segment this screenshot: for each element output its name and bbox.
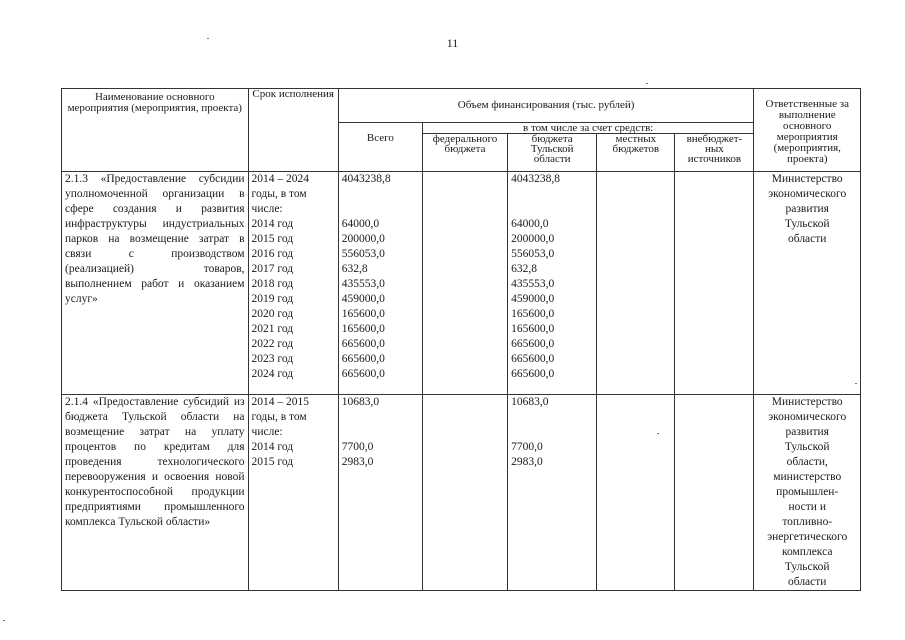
cell-line: Тульской xyxy=(784,441,830,453)
row-name: 2.1.3 «Предоставление субсидии уполномоченной организации в сфере создания и развития инфраструктуры индустриальных парков на возмещение затрат в связи с производством (реализацией) товаров, выполнением работ и оказанием услуг» xyxy=(62,172,249,395)
cell-line: 2022 год xyxy=(251,338,294,350)
cell-line: 459000,0 xyxy=(511,293,555,305)
cell-line: экономического xyxy=(768,188,847,200)
row-regional xyxy=(508,172,597,395)
header-extra: внебюджет-ных источников xyxy=(675,134,754,172)
page-number: 11 xyxy=(446,36,459,50)
cell-line: 632,8 xyxy=(341,263,368,275)
cell-line: 435553,0 xyxy=(341,278,385,290)
cell-line: 200000,0 xyxy=(511,233,555,245)
cell-line: экономического xyxy=(768,411,847,423)
cell-line: 165600,0 xyxy=(341,308,385,320)
cell-line: 165600,0 xyxy=(511,308,555,320)
cell-line: 4043238,8 xyxy=(511,173,560,185)
cell-line: 7700,0 xyxy=(341,441,374,453)
cell-line: 556053,0 xyxy=(511,248,555,260)
cell-line: 665600,0 xyxy=(341,368,385,380)
table-row xyxy=(62,172,861,395)
table-row xyxy=(62,395,861,591)
financing-table xyxy=(61,88,861,591)
cell-line: энергетического xyxy=(767,531,848,543)
cell-line: 2014 год xyxy=(251,218,294,230)
cell-line: 10683,0 xyxy=(341,396,380,408)
header-total: Всего xyxy=(338,123,422,172)
scan-speck xyxy=(646,83,648,84)
cell-line: 2017 год xyxy=(251,263,294,275)
cell-line: числе: xyxy=(251,203,283,215)
cell-line: 2015 год xyxy=(251,456,294,468)
cell-line: области xyxy=(788,576,827,588)
cell-line: годы, в том xyxy=(251,411,307,423)
cell-line: области, xyxy=(786,456,828,468)
cell-line: 459000,0 xyxy=(341,293,385,305)
cell-line: 200000,0 xyxy=(341,233,385,245)
cell-line: ности и xyxy=(788,501,826,513)
cell-line xyxy=(342,425,419,440)
header-local: местных бюджетов xyxy=(597,134,675,172)
cell-line: 632,8 xyxy=(511,263,537,275)
cell-line: промышлен- xyxy=(776,486,839,498)
cell-line: числе: xyxy=(251,426,283,438)
cell-line: 2983,0 xyxy=(511,456,543,468)
cell-line: Министерство xyxy=(771,396,843,408)
cell-line: годы, в том xyxy=(251,188,307,200)
cell-line: развития xyxy=(785,203,829,215)
header-federal: федерального бюджета xyxy=(422,134,507,172)
row-name: 2.1.4 «Предоставление субсидий из бюджета Тульской области на возмещение затрат на уплату процентов по кредитам для проведения технологического перевооружения и освоения новой конкурентоспособной продукции предприятиями промышленного комплекса Тульской области» xyxy=(62,395,249,591)
header-regional: бюджета Тульской области xyxy=(508,134,597,172)
cell-line xyxy=(511,187,593,202)
cell-line: 165600,0 xyxy=(511,323,555,335)
cell-line: министерство xyxy=(773,471,842,483)
row-total xyxy=(338,395,422,591)
scan-speck xyxy=(855,383,857,384)
row-federal xyxy=(422,395,507,591)
cell-line: 4043238,8 xyxy=(341,173,391,185)
header-funding: Объем финансирования (тыс. рублей) xyxy=(338,89,754,123)
cell-line: 2020 год xyxy=(251,308,294,320)
header-name: Наименование основного мероприятия (мероприятия, проекта) xyxy=(62,89,249,172)
cell-line: Тульской xyxy=(784,218,830,230)
row-responsible xyxy=(754,395,861,591)
cell-line xyxy=(511,425,593,440)
cell-line xyxy=(342,410,419,425)
cell-line: 7700,0 xyxy=(511,441,543,453)
cell-line: развития xyxy=(785,426,829,438)
header-including: в том числе за счет средств: xyxy=(422,123,754,134)
cell-line: 2016 год xyxy=(251,248,294,260)
cell-line: 2014 год xyxy=(251,441,294,453)
row-term xyxy=(248,395,338,591)
row-federal xyxy=(422,172,507,395)
cell-line: 665600,0 xyxy=(511,353,555,365)
row-local xyxy=(597,395,675,591)
cell-line: 2021 год xyxy=(251,323,294,335)
cell-line: 165600,0 xyxy=(341,323,385,335)
cell-line: 435553,0 xyxy=(511,278,555,290)
cell-line: 2014 – 2015 xyxy=(251,396,310,408)
cell-line xyxy=(342,187,419,202)
cell-line: 2023 год xyxy=(251,353,294,365)
scan-speck xyxy=(207,38,209,39)
cell-line xyxy=(511,202,593,217)
scan-speck xyxy=(3,620,5,621)
row-total xyxy=(338,172,422,395)
cell-line: 64000,0 xyxy=(341,218,380,230)
cell-line: 2983,0 xyxy=(341,456,374,468)
cell-line: 64000,0 xyxy=(511,218,549,230)
row-responsible xyxy=(754,172,861,395)
cell-line: области xyxy=(788,233,827,245)
cell-line: 2014 – 2024 xyxy=(251,173,310,185)
cell-line: 665600,0 xyxy=(511,368,555,380)
cell-line: 2019 год xyxy=(251,293,294,305)
cell-line: 10683,0 xyxy=(511,396,549,408)
cell-line: 2024 год xyxy=(251,368,294,380)
row-extra xyxy=(675,395,754,591)
cell-line xyxy=(511,410,593,425)
cell-line: топливно- xyxy=(782,516,833,528)
header-responsible: Ответственные за выполнение основного мероприятия (мероприятия, проекта) xyxy=(754,89,861,172)
cell-line: Министерство xyxy=(771,173,843,185)
cell-line: 665600,0 xyxy=(341,353,385,365)
cell-line: 2015 год xyxy=(251,233,294,245)
row-local xyxy=(597,172,675,395)
header-term: Срок исполнения xyxy=(248,89,338,172)
cell-line xyxy=(342,202,419,217)
cell-line: 556053,0 xyxy=(341,248,385,260)
row-regional xyxy=(508,395,597,591)
cell-line: 665600,0 xyxy=(511,338,555,350)
cell-line: Тульской xyxy=(784,561,830,573)
cell-line: 2018 год xyxy=(251,278,294,290)
scan-speck xyxy=(657,433,659,434)
cell-line: 665600,0 xyxy=(341,338,385,350)
row-extra xyxy=(675,172,754,395)
cell-line: комплекса xyxy=(782,546,833,558)
row-term xyxy=(248,172,338,395)
